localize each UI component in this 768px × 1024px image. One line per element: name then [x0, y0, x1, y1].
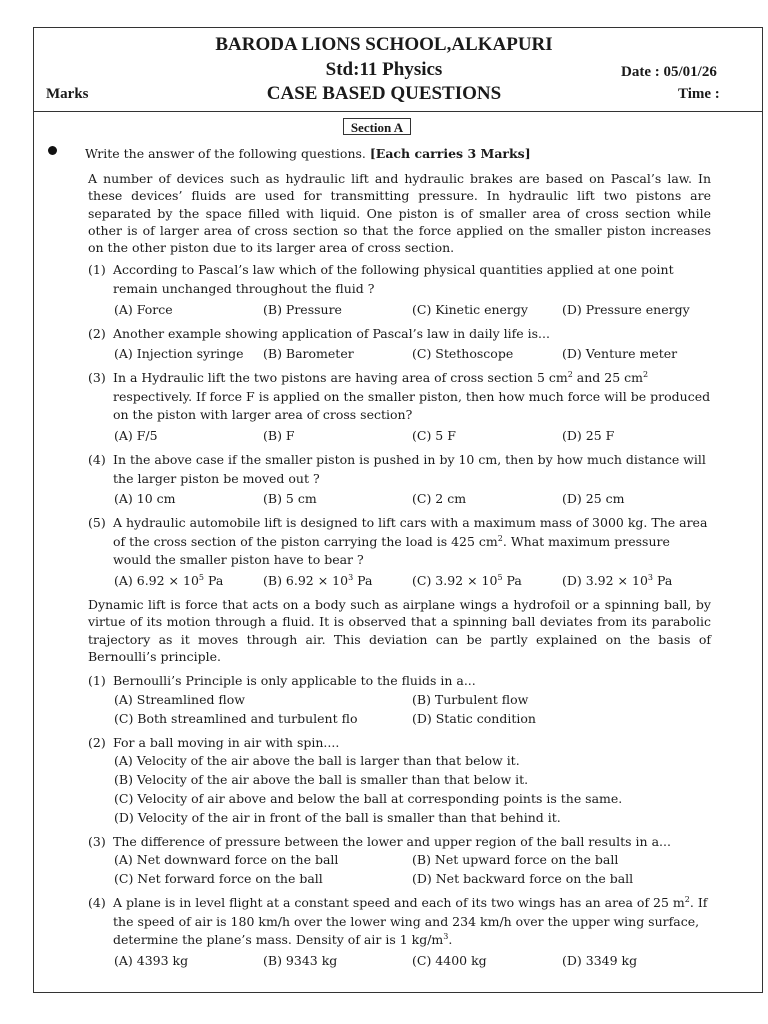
- question-text: In a Hydraulic lift the two pistons are having area of cross section 5 $cm^2$ and 25 $cm^2$ respectively. If force F is applied on the smaller piston, then how much force will be produced on the piston with larger area of cross section?: [113, 369, 711, 423]
- section-label: Section A: [343, 118, 411, 135]
- case1-passage: A number of devices such as hydraulic lift and hydraulic brakes are based on Pascal’s law. In these devices’ fluids are used for transmitting pressure. In hydraulic lift two pistons are separated by the space filled with liquid. One piston is of smaller area of cross section while other is of larger area of cross section so that the force applied on the smaller piston increases on the other piston due to its larger area of cross section.: [88, 171, 711, 256]
- question-number: (1): [88, 673, 106, 688]
- test-title: CASE BASED QUESTIONS: [266, 83, 502, 104]
- header-divider: [33, 111, 763, 112]
- option-c: (C) Both streamlined and turbulent flo: [114, 711, 358, 726]
- question-text: Another example showing application of Pascal’s law in daily life is...: [113, 326, 550, 341]
- bullet-icon: [48, 146, 57, 155]
- question-text: A hydraulic automobile lift is designed to lift cars with a maximum mass of 3000 kg. The area of the cross section of the piston carrying the load is 425 $cm^2$. What maximum pressure would the smaller piston have to bear ?: [113, 515, 708, 568]
- option-b: (B) Net upward force on the ball: [412, 852, 619, 867]
- option-a: (A) Velocity of the air above the ball is larger than that below it.: [114, 753, 520, 768]
- question-number: (3): [88, 834, 106, 849]
- option-c: (C) 2 cm: [412, 491, 467, 506]
- option-c: (C) Net forward force on the ball: [114, 871, 323, 886]
- option-d: (D) Static condition: [412, 711, 536, 726]
- option-d: (D) Net backward force on the ball: [412, 871, 634, 886]
- question-text: In the above case if the smaller piston is pushed in by 10 cm, then by how much distance will the larger piston be moved out ?: [113, 452, 706, 486]
- option-b: (B) 5 cm: [263, 491, 317, 506]
- marks-label: Marks: [46, 86, 89, 102]
- school-name: BARODA LIONS SCHOOL,ALKAPURI: [215, 34, 553, 55]
- option-b: (B) F: [263, 428, 295, 443]
- standard-subject: Std:11 Physics: [325, 59, 443, 80]
- option-b: (B) $6.92 \times 10^3$ Pa: [263, 572, 373, 588]
- option-b: (B) Turbulent flow: [412, 692, 529, 707]
- instruction: [85, 146, 531, 161]
- instruction-marks: [Each carries 3 Marks]: [369, 146, 531, 161]
- question-number: (3): [88, 370, 106, 385]
- option-b: (B) Pressure: [263, 302, 342, 317]
- question-number: (2): [88, 326, 106, 341]
- option-a: (A) Streamlined flow: [114, 692, 245, 707]
- option-c: (C) Kinetic energy: [412, 302, 528, 317]
- option-c: (C) 4400 kg: [412, 953, 487, 968]
- question-text: The difference of pressure between the lower and upper region of the ball results in a...: [113, 834, 671, 849]
- option-a: (A) 4393 kg: [114, 953, 189, 968]
- option-c: (C) 5 F: [412, 428, 456, 443]
- instruction-text: Write the answer of the following questions.: [85, 146, 366, 161]
- option-b: (B) Barometer: [263, 346, 354, 361]
- question-text: A plane is in level flight at a constant speed and each of its two wings has an area of 25 $m^2$. If the speed of air is 180 km/h over the lower wing and 234 km/h over the upper wing surface, determine the plane’s mass. Density of air is 1 $kg/m^3$.: [113, 894, 708, 948]
- option-d: (D) Velocity of the air in front of the ball is smaller than that behind it.: [114, 810, 561, 825]
- option-b: (B) Velocity of the air above the ball is smaller than that below it.: [114, 772, 529, 787]
- option-d: (D) 25 F: [562, 428, 615, 443]
- time-label: Time :: [678, 86, 720, 102]
- option-a: (A) Injection syringe: [114, 346, 244, 361]
- option-d: (D) $3.92 \times 10^3$ Pa: [562, 572, 673, 588]
- question-number: (2): [88, 735, 106, 750]
- question-text: Bernoulli’s Principle is only applicable to the fluids in a...: [113, 673, 476, 688]
- question-number: (4): [88, 452, 106, 467]
- question-number: (1): [88, 262, 106, 277]
- option-d: (D) 25 cm: [562, 491, 625, 506]
- option-d: (D) Pressure energy: [562, 302, 690, 317]
- question-text: According to Pascal’s law which of the following physical quantities applied at one point remain unchanged throughout the fluid ?: [113, 262, 674, 296]
- question-number: (5): [88, 515, 106, 530]
- option-c: (C) Velocity of air above and below the ball at corresponding points is the same.: [114, 791, 623, 806]
- option-b: (B) 9343 kg: [263, 953, 338, 968]
- option-d: (D) Venture meter: [562, 346, 678, 361]
- option-a: (A) Force: [114, 302, 173, 317]
- option-a: (A) $6.92 \times 10^5$ Pa: [114, 572, 224, 588]
- question-text: For a ball moving in air with spin....: [113, 735, 340, 750]
- option-d: (D) 3349 kg: [562, 953, 638, 968]
- question-number: (4): [88, 895, 106, 910]
- option-a: (A) F/5: [114, 428, 158, 443]
- option-c: (C) $3.92 \times 10^5$ Pa: [412, 572, 522, 588]
- case2-passage: Dynamic lift is force that acts on a body such as airplane wings a hydrofoil or a spinning ball, by virtue of its motion through a fluid. It is observed that a spinning ball deviates from its parabolic trajectory as it moves through air. This deviation can be partly explained on the basis of Bernoulli’s principle.: [88, 597, 711, 664]
- exam-date: Date : 05/01/26: [621, 64, 717, 80]
- option-a: (A) Net downward force on the ball: [114, 852, 339, 867]
- option-c: (C) Stethoscope: [412, 346, 514, 361]
- option-a: (A) 10 cm: [114, 491, 176, 506]
